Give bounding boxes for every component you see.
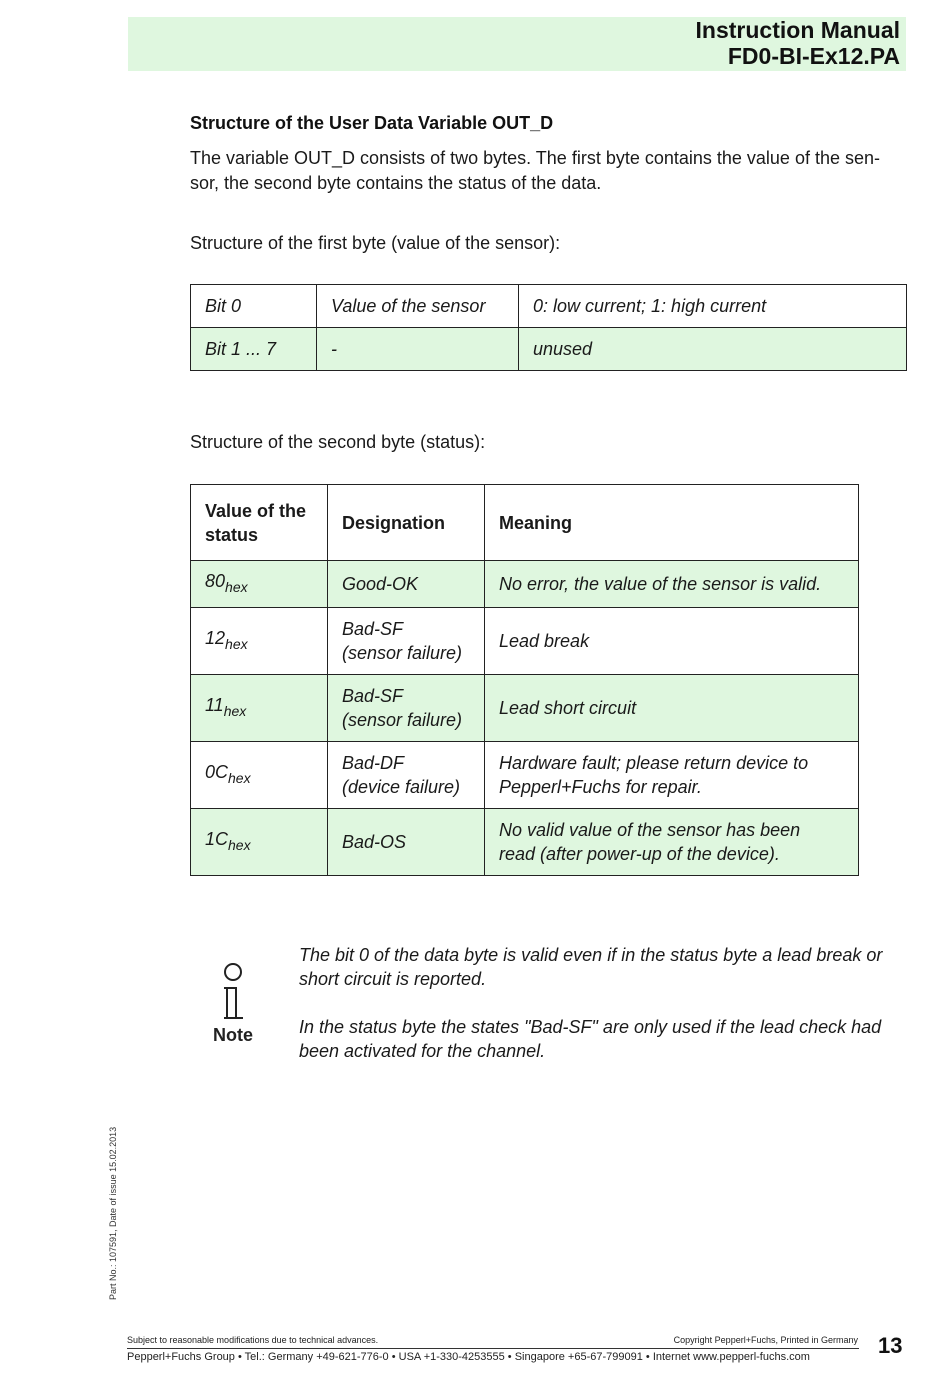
table-cell: Value of the sensor (317, 285, 519, 328)
footer-divider (127, 1348, 859, 1349)
designation-cell (328, 809, 485, 876)
table-row (191, 285, 907, 328)
table-header-row (191, 485, 859, 561)
status-unit: hex (225, 579, 248, 595)
status-unit: hex (225, 636, 248, 652)
designation-cell (328, 675, 485, 742)
status-value-cell (191, 675, 328, 742)
footer-disclaimer: Subject to reasonable modifications due to technical advances. (127, 1335, 379, 1345)
product-code: FD0-BI-Ex12.PA (727, 43, 900, 69)
designation-cell (328, 608, 485, 675)
section-heading: Structure of the User Data Variable OUT_D (190, 113, 554, 133)
note-line: short circuit is reported. (299, 969, 487, 989)
table-row (191, 809, 859, 876)
note-paragraph (299, 1015, 911, 1063)
status-value-cell (191, 809, 328, 876)
first-byte-label: Structure of the first byte (value of the sensor): (190, 233, 561, 253)
status-byte-table (190, 484, 859, 876)
designation-text: (device failure) (342, 777, 461, 797)
column-header: Meaning (485, 485, 859, 561)
status-value-cell (191, 608, 328, 675)
status-unit: hex (223, 703, 247, 719)
table-row (191, 561, 859, 608)
status-value: 1C (205, 829, 229, 849)
designation-text: Bad-DF (342, 753, 405, 773)
meaning-cell (485, 561, 859, 608)
table-cell: Bit 1 ... 7 (191, 328, 317, 371)
table-cell: 0: low current; 1: high current (519, 285, 907, 328)
footer-copyright: Copyright Pepperl+Fuchs, Printed in Germany (673, 1335, 858, 1345)
designation-text: Bad-SF (342, 619, 404, 639)
meaning-text: No error, the value of the sensor is valid. (499, 574, 822, 594)
footer-contact: Pepperl+Fuchs Group • Tel.: Germany +49-621-776-0 • USA +1-330-4253555 • Singapore +65-67-799091 • Internet www.pepperl-fuchs.com (127, 1351, 810, 1363)
column-header: Value of the status (191, 485, 328, 561)
table-cell: - (317, 328, 519, 371)
status-value-cell (191, 561, 328, 608)
designation-text: (sensor failure) (342, 643, 463, 663)
status-value: 12 (205, 628, 226, 648)
meaning-cell (485, 608, 859, 675)
note-paragraph (299, 943, 911, 991)
document-title (696, 17, 900, 69)
table-cell: unused (519, 328, 907, 371)
meaning-cell (485, 742, 859, 809)
meaning-cell (485, 809, 859, 876)
note-label: Note (213, 1025, 253, 1045)
status-value-cell (191, 742, 328, 809)
part-number-date: Part No.: 107591, Date of issue 15.02.2013 (108, 1126, 118, 1300)
status-value: 0C (205, 762, 229, 782)
designation-cell (328, 742, 485, 809)
status-unit: hex (228, 837, 251, 853)
designation-cell (328, 561, 485, 608)
meaning-cell (485, 675, 859, 742)
note-line: In the status byte the states "Bad-SF" are only used if the lead check had (299, 1017, 882, 1037)
designation-text: Bad-SF (342, 686, 404, 706)
designation-text: Bad-OS (342, 832, 407, 852)
meaning-text: Lead break (499, 631, 590, 651)
meaning-text: Pepperl+Fuchs for repair. (499, 777, 702, 797)
status-value: 11 (205, 695, 224, 715)
meaning-text: No valid value of the sensor has been (499, 820, 801, 840)
status-value: 80 (205, 571, 226, 591)
column-header: Designation (328, 485, 485, 561)
note-line: The bit 0 of the data byte is valid even if in the status byte a lead break or (299, 945, 883, 965)
table-row (191, 742, 859, 809)
designation-text: (sensor failure) (342, 710, 463, 730)
intro-line: The variable OUT_D consists of two bytes. The first byte contains the value of the sen- (190, 148, 880, 168)
table-row (191, 675, 859, 742)
intro-line: sor, the second byte contains the status of the data. (190, 173, 602, 193)
meaning-text: Lead short circuit (499, 698, 637, 718)
meaning-text: Hardware fault; please return device to (499, 753, 809, 773)
note-line: been activated for the channel. (299, 1041, 546, 1061)
status-unit: hex (228, 770, 251, 786)
table-row (191, 328, 907, 371)
table-cell: Bit 0 (191, 285, 317, 328)
first-byte-table (190, 284, 907, 371)
second-byte-label: Structure of the second byte (status): (190, 432, 486, 452)
designation-text: Good-OK (342, 574, 419, 594)
page-number: 13 (878, 1333, 903, 1358)
intro-paragraph (190, 146, 908, 196)
manual-title: Instruction Manual (695, 17, 900, 43)
meaning-text: read (after power-up of the device). (499, 844, 780, 864)
table-row (191, 608, 859, 675)
